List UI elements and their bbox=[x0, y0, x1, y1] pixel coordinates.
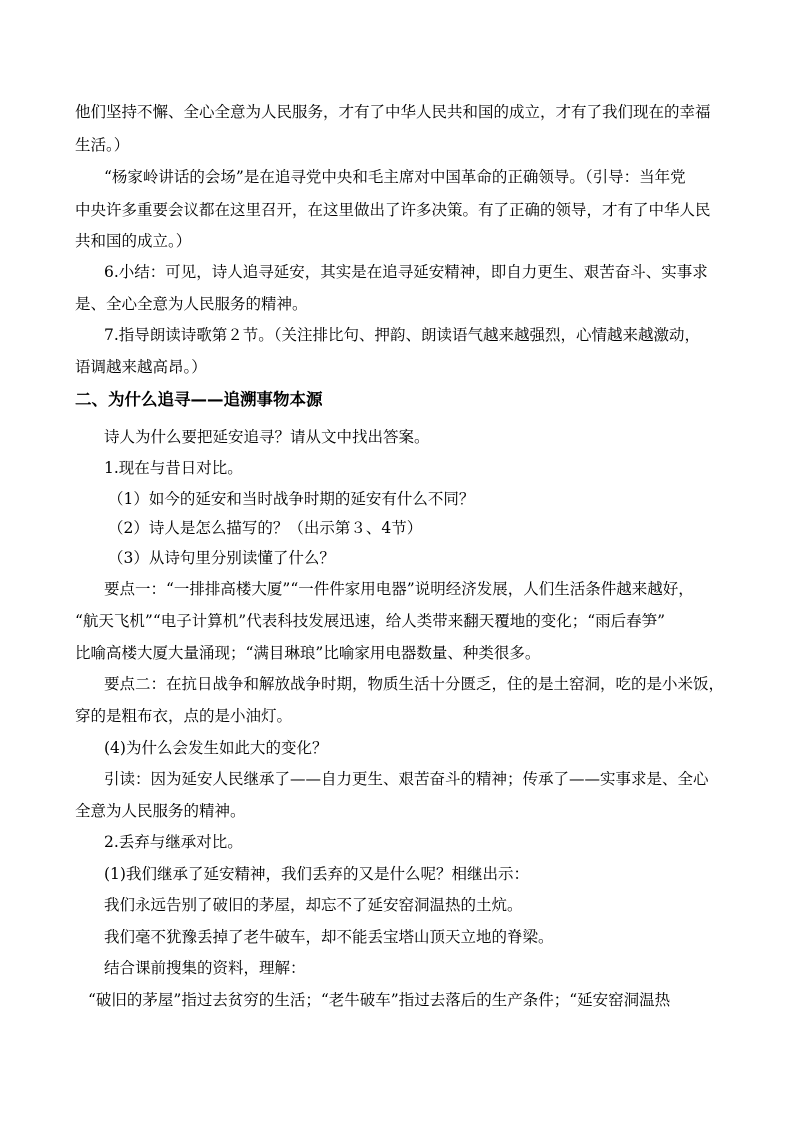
paragraph-line: 7.指导朗读诗歌第２节。（关注排比句、押韵、朗读语气越来越强烈，心情越来越激动， bbox=[104, 326, 701, 344]
paragraph-line: 他们坚持不懈、全心全意为人民服务，才有了中华人民共和国的成立，才有了我们现在的幸福 bbox=[75, 103, 711, 121]
paragraph-line: 语调越来越高昂。） bbox=[75, 358, 207, 376]
paragraph-line: 引读：因为延安人民继承了——自力更生、艰苦奋斗的精神；传承了——实事求是、全心 bbox=[104, 770, 709, 788]
paragraph-line: 要点二：在抗日战争和解放战争时期，物质生活十分匮乏，住的是土窑洞，吃的是小米饭， bbox=[104, 675, 725, 693]
paragraph-line: “破旧的茅屋”指过去贫穷的生活；“老牛破车”指过去落后的生产条件；“延安窑洞温热 bbox=[88, 991, 671, 1009]
paragraph-line: 6.小结：可见，诗人追寻延安，其实是在追寻延安精神，即自力更生、艰苦奋斗、实事求 bbox=[104, 263, 708, 281]
paragraph-line: 生活。） bbox=[75, 136, 130, 154]
paragraph-line: 我们毫不犹豫丢掉了老牛破车，却不能丢宝塔山顶天立地的脊梁。 bbox=[104, 928, 554, 946]
paragraph-line: “航天飞机”“电子计算机”代表科技发展迅速，给人类带来翻天覆地的变化；“雨后春笋” bbox=[75, 612, 666, 630]
paragraph-line: 比喻高楼大厦大量涌现；“满目琳琅”比喻家用电器数量、种类很多。 bbox=[75, 644, 541, 662]
paragraph-line: 全意为人民服务的精神。 bbox=[75, 802, 246, 820]
paragraph-line: 结合课前搜集的资料，理解： bbox=[104, 959, 306, 977]
paragraph-line: （1）如今的延安和当时战争时期的延安有什么不同？ bbox=[108, 490, 475, 508]
paragraph-line: “杨家岭讲话的会场”是在追寻党中央和毛主席对中国革命的正确领导。（引导：当年党 bbox=[104, 168, 686, 186]
paragraph-line: (4)为什么会发生如此大的变化？ bbox=[104, 739, 328, 757]
paragraph-line: （3）从诗句里分别读懂了什么？ bbox=[108, 549, 335, 567]
paragraph-line: 共和国的成立。） bbox=[75, 232, 192, 250]
paragraph-line: （2）诗人是怎么描写的？（出示第３、4节） bbox=[108, 519, 423, 537]
paragraph-line: 我们永远告别了破旧的茅屋，却忘不了延安窑洞温热的土炕。 bbox=[104, 896, 523, 914]
section-heading: 二、为什么追寻——追溯事物本源 bbox=[75, 390, 323, 409]
paragraph-line: 中央许多重要会议都在这里召开，在这里做出了许多决策。有了正确的领导，才有了中华人民 bbox=[75, 201, 711, 219]
paragraph-line: (1)我们继承了延安精神，我们丢弃的又是什么呢？相继出示： bbox=[104, 865, 529, 883]
paragraph-line: 穿的是粗布衣，点的是小油灯。 bbox=[75, 707, 293, 725]
paragraph-line: 2.丢弃与继承对比。 bbox=[104, 833, 243, 851]
paragraph-line: 是、全心全意为人民服务的精神。 bbox=[75, 295, 308, 313]
paragraph-line: 要点一：“一排排高楼大厦”“一件件家用电器”说明经济发展，人们生活条件越来越好， bbox=[104, 580, 694, 598]
paragraph-line: 1.现在与昔日对比。 bbox=[104, 459, 243, 477]
paragraph-line: 诗人为什么要把延安追寻？请从文中找出答案。 bbox=[104, 428, 430, 446]
